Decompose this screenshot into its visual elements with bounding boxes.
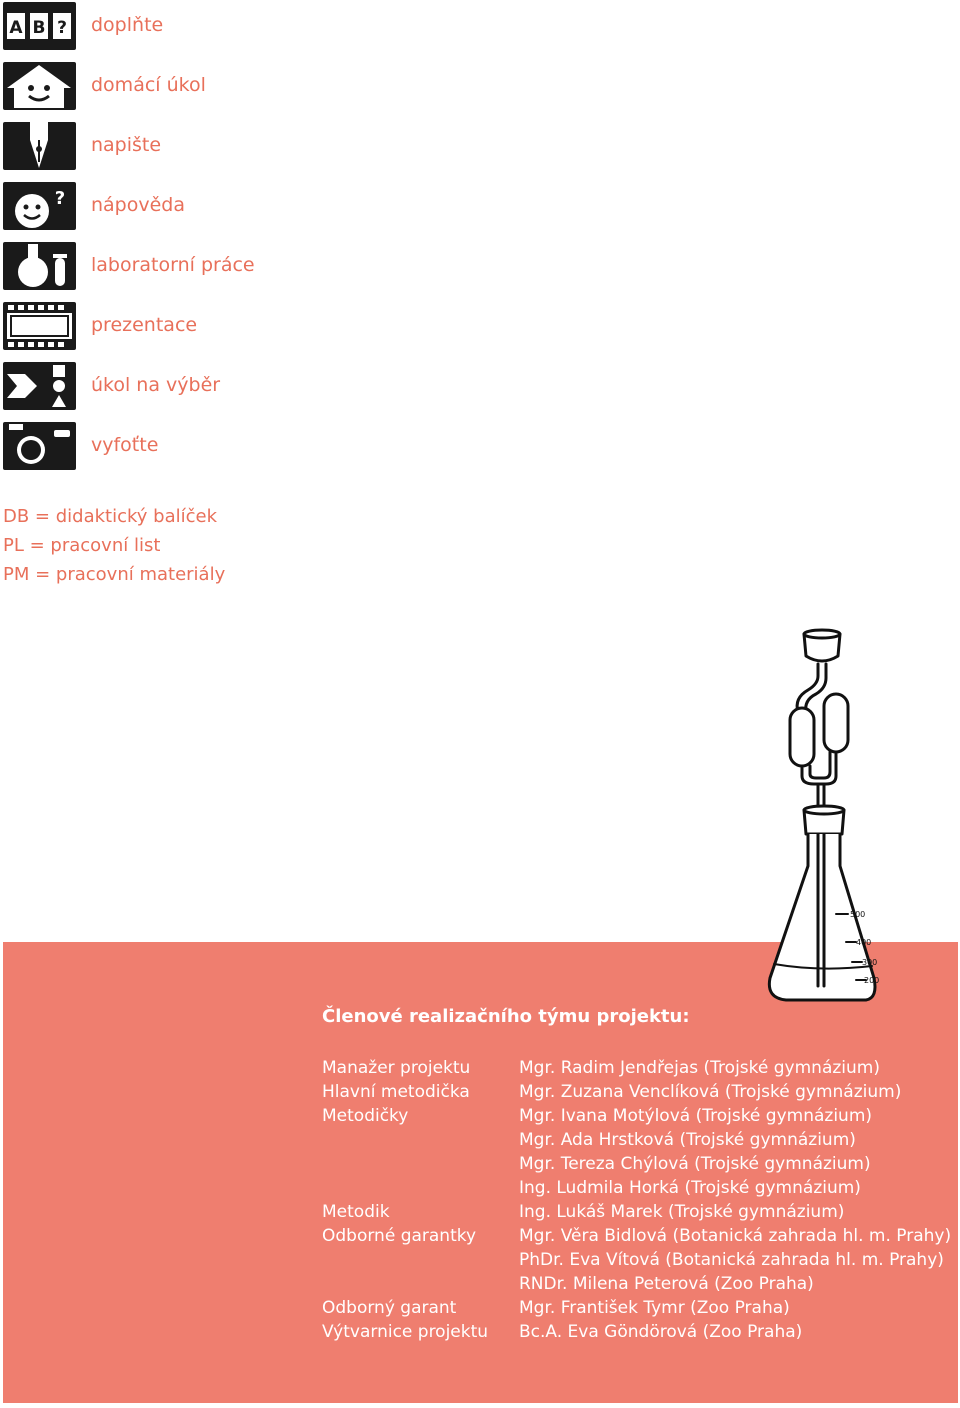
abc-letter-question: ? [57, 18, 67, 38]
legend-row-hint [3, 182, 403, 242]
legend-label-choice: úkol na výběr [91, 374, 221, 396]
camera-icon [3, 422, 76, 470]
person-line: Mgr. Ivana Motýlová (Trojské gymnázium) [519, 1106, 873, 1126]
choice-arrow-icon [3, 362, 76, 410]
legend-row-lab-work [3, 242, 403, 302]
abc-letter-b: B [32, 18, 46, 38]
fill-in-abc-icon [3, 2, 76, 50]
role-line: Manažer projektu [322, 1058, 471, 1078]
legend-row-write [3, 122, 403, 182]
fermentation-flask-illustration [760, 626, 882, 1016]
person-line: Mgr. Tereza Chýlová (Trojské gymnázium) [519, 1154, 871, 1174]
role-line: Hlavní metodička [322, 1082, 470, 1102]
legend-row-fill-in [3, 2, 403, 62]
flask-mark-500: 500 [850, 910, 866, 919]
abbreviation-pl: PL = pracovní list [3, 535, 161, 556]
legend-label-presentation: prezentace [91, 314, 198, 336]
abbreviations-list [3, 502, 225, 589]
person-line: Mgr. Radim Jendřejas (Trojské gymnázium) [519, 1058, 880, 1078]
flask-mark-200: 200 [864, 976, 880, 985]
lab-flask-icon [3, 242, 76, 290]
face-question-icon [3, 182, 76, 230]
role-line: Metodičky [322, 1106, 409, 1126]
person-line: PhDr. Eva Vítová (Botanická zahrada hl. m. Prahy) [519, 1250, 944, 1270]
abbreviation-db: DB = didaktický balíček [3, 506, 218, 527]
person-line: Ing. Lukáš Marek (Trojské gymnázium) [519, 1202, 845, 1222]
role-line: Metodik [322, 1202, 390, 1222]
house-face-icon [3, 62, 76, 110]
film-strip-icon [3, 302, 76, 350]
person-line: Ing. Ludmila Horká (Trojské gymnázium) [519, 1178, 861, 1198]
role-line: Výtvarnice projektu [322, 1322, 489, 1342]
abbreviation-pm: PM = pracovní materiály [3, 564, 226, 585]
legend-label-lab-work: laboratorní práce [91, 254, 255, 276]
person-line: Mgr. Zuzana Venclíková (Trojské gymnázium) [519, 1082, 902, 1102]
person-line: Bc.A. Eva Göndörová (Zoo Praha) [519, 1322, 803, 1342]
svg-text:?: ? [54, 188, 66, 209]
person-line: Mgr. Věra Bidlová (Botanická zahrada hl. m. Prahy) [519, 1226, 952, 1246]
team-title: Členové realizačního týmu projektu: [322, 1006, 690, 1027]
legend-row-presentation [3, 302, 403, 362]
person-line: Mgr. Ada Hrstková (Trojské gymnázium) [519, 1130, 856, 1150]
legend-label-homework: domácí úkol [91, 74, 206, 96]
role-line: Odborné garantky [322, 1226, 477, 1246]
legend-label-photo: vyfoťte [91, 434, 159, 456]
legend-row-choice [3, 362, 403, 422]
flask-mark-400: 400 [856, 938, 872, 947]
legend-row-homework [3, 62, 403, 122]
legend-label-write: napište [91, 134, 162, 156]
pen-nib-icon [3, 122, 76, 170]
abc-letter-a: A [9, 18, 23, 38]
flask-mark-300: 300 [862, 958, 878, 967]
legend-label-fill-in: doplňte [91, 14, 164, 36]
legend-label-hint: nápověda [91, 194, 186, 216]
legend-row-photo [3, 422, 403, 482]
person-line: RNDr. Milena Peterová (Zoo Praha) [519, 1274, 814, 1294]
person-line: Mgr. František Tymr (Zoo Praha) [519, 1298, 790, 1318]
role-line: Odborný garant [322, 1298, 457, 1318]
